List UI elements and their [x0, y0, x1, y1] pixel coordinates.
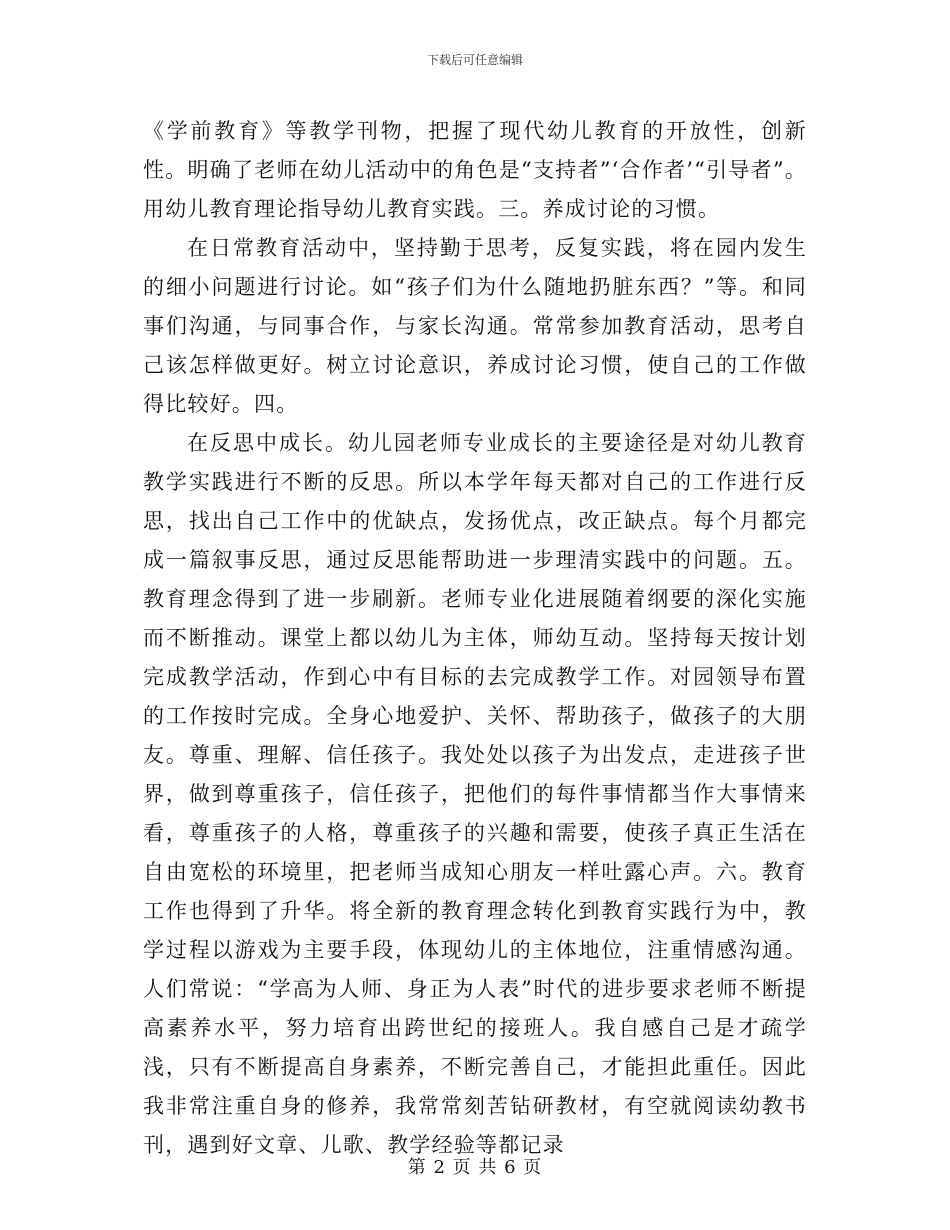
- paragraph-1: 《学前教育》等教学刊物，把握了现代幼儿教育的开放性，创新性。明确了老师在幼儿活动中的角色是“支持者”‘合作者’“引导者”。用幼儿教育理论指导幼儿教育实践。三。养成讨论的习惯。: [143, 119, 807, 221]
- page-header-note: 下载后可任意编辑: [426, 53, 523, 67]
- paragraph-2: 在日常教育活动中，坚持勤于思考，反复实践，将在园内发生的细小问题进行讨论。如“孩子们为什么随地扔脏东西？”等。和同事们沟通，与同事合作，与家长沟通。常常参加教育活动，思考自己该怎样做更好。树立讨论意识，养成讨论习惯，使自己的工作做得比较好。四。: [143, 236, 807, 416]
- page-number-footer: 第 2 页 共 6 页: [407, 1157, 543, 1178]
- document-body: [143, 112, 807, 1165]
- paragraph-3: 在反思中成长。幼儿园老师专业成长的主要途径是对幼儿教育教学实践进行不断的反思。所以本学年每天都对自己的工作进行反思，找出自己工作中的优缺点，发扬优点，改正缺点。每个月都完成一篇叙事反思，通过反思能帮助进一步理清实践中的问题。五。教育理念得到了进一步刷新。老师专业化进展随着纲要的深化实施而不断推动。课堂上都以幼儿为主体，师幼互动。坚持每天按计划完成教学活动，作到心中有目标的去完成教学工作。对园领导布置的工作按时完成。全身心地爱护、关怀、帮助孩子，做孩子的大朋友。尊重、理解、信任孩子。我处处以孩子为出发点，走进孩子世界，做到尊重孩子，信任孩子，把他们的每件事情都当作大事情来看，尊重孩子的人格，尊重孩子的兴趣和需要，使孩子真正生活在自由宽松的环境里，把老师当成知心朋友一样吐露心声。六。教育工作也得到了升华。将全新的教育理念转化到教育实践行为中，教学过程以游戏为主要手段，体现幼儿的主体地位，注重情感沟通。人们常说：“学高为人师、身正为人表”时代的进步要求老师不断提高素养水平，努力培育出跨世纪的接班人。我自感自己是才疏学浅，只有不断提高自身素养，不断完善自己，才能担此重任。因此我非常注重自身的修养，我常常刻苦钻研教材，有空就阅读幼教书刊，遇到好文章、儿歌、教学经验等都记录: [143, 431, 807, 1157]
